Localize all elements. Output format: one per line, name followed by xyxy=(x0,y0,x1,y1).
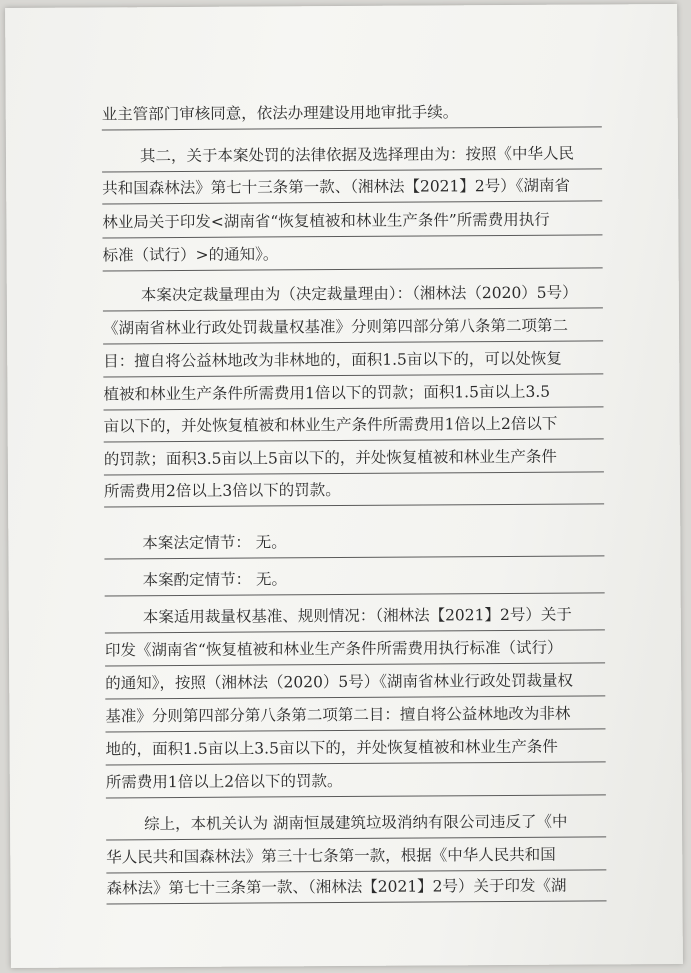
text-line-5: 标准（试行）>的通知》。 xyxy=(102,237,602,271)
text-line-19: 地的，面积1.5亩以上3.5亩以下的，并处恢复植被和林业生产条件 xyxy=(106,731,606,765)
text-line-9: 植被和林业生产条件所需费用1倍以下的罚款；面积1.5亩以上3.5 xyxy=(103,376,603,410)
text-line-23: 森林法》第七十三条第一款、（湘林法【2021】2号）关于印发《湖 xyxy=(106,870,606,904)
text-line-12: 所需费用2倍以上3倍以下的罚款。 xyxy=(104,473,604,507)
text-line-10: 亩以下的，并处恢复植被和林业生产条件所需费用1倍以上2倍以下 xyxy=(104,408,604,442)
text-line-14: 本案酌定情节： 无。 xyxy=(104,562,604,596)
text-line-7: 《湖南省林业行政处罚裁量权基准》分则第四部分第八条第二项第二 xyxy=(103,310,603,344)
text-line-3: 共和国森林法》第七十三条第一款、（湘林法【2021】2号）《湖南省 xyxy=(102,170,602,204)
text-line-13: 本案法定情节： 无。 xyxy=(104,525,604,559)
text-line-4: 林业局关于印发<湖南省“恢复植被和林业生产条件”所需费用执行 xyxy=(102,204,602,238)
text-line-16: 印发《湖南省“恢复植被和林业生产条件所需费用执行标准（试行） xyxy=(105,632,605,666)
text-line-6: 本案决定裁量理由为（决定裁量理由）：（湘林法（2020）5号） xyxy=(103,277,603,311)
text-line-2: 其二，关于本案处罚的法律依据及选择理由为：按照《中华人民 xyxy=(102,138,602,172)
text-line-18: 基准》分则第四部分第八条第二项第二目：擅自将公益林地改为非林 xyxy=(105,698,605,732)
text-line-15: 本案适用裁量权基准、规则情况：（湘林法【2021】2号）关于 xyxy=(105,599,605,633)
text-line-20: 所需费用1倍以上2倍以下的罚款。 xyxy=(106,764,606,798)
text-line-22: 华人民共和国森林法》第三十七条第一款，根据《中华人民共和国 xyxy=(106,839,606,873)
document-page xyxy=(5,4,683,968)
text-line-8: 目：擅自将公益林地改为非林地的，面积1.5亩以下的，可以处恢复 xyxy=(103,343,603,377)
text-line-1: 业主管部门审核同意，依法办理建设用地审批手续。 xyxy=(102,96,602,130)
text-line-21: 综上，本机关认为 湖南恒晟建筑垃圾消纳有限公司违反了《中 xyxy=(106,806,606,840)
text-line-17: 的通知》，按照（湘林法（2020）5号）《湖南省林业行政处罚裁量权 xyxy=(105,665,605,699)
text-line-11: 的罚款；面积3.5亩以上5亩以下的，并处恢复植被和林业生产条件 xyxy=(104,441,604,475)
